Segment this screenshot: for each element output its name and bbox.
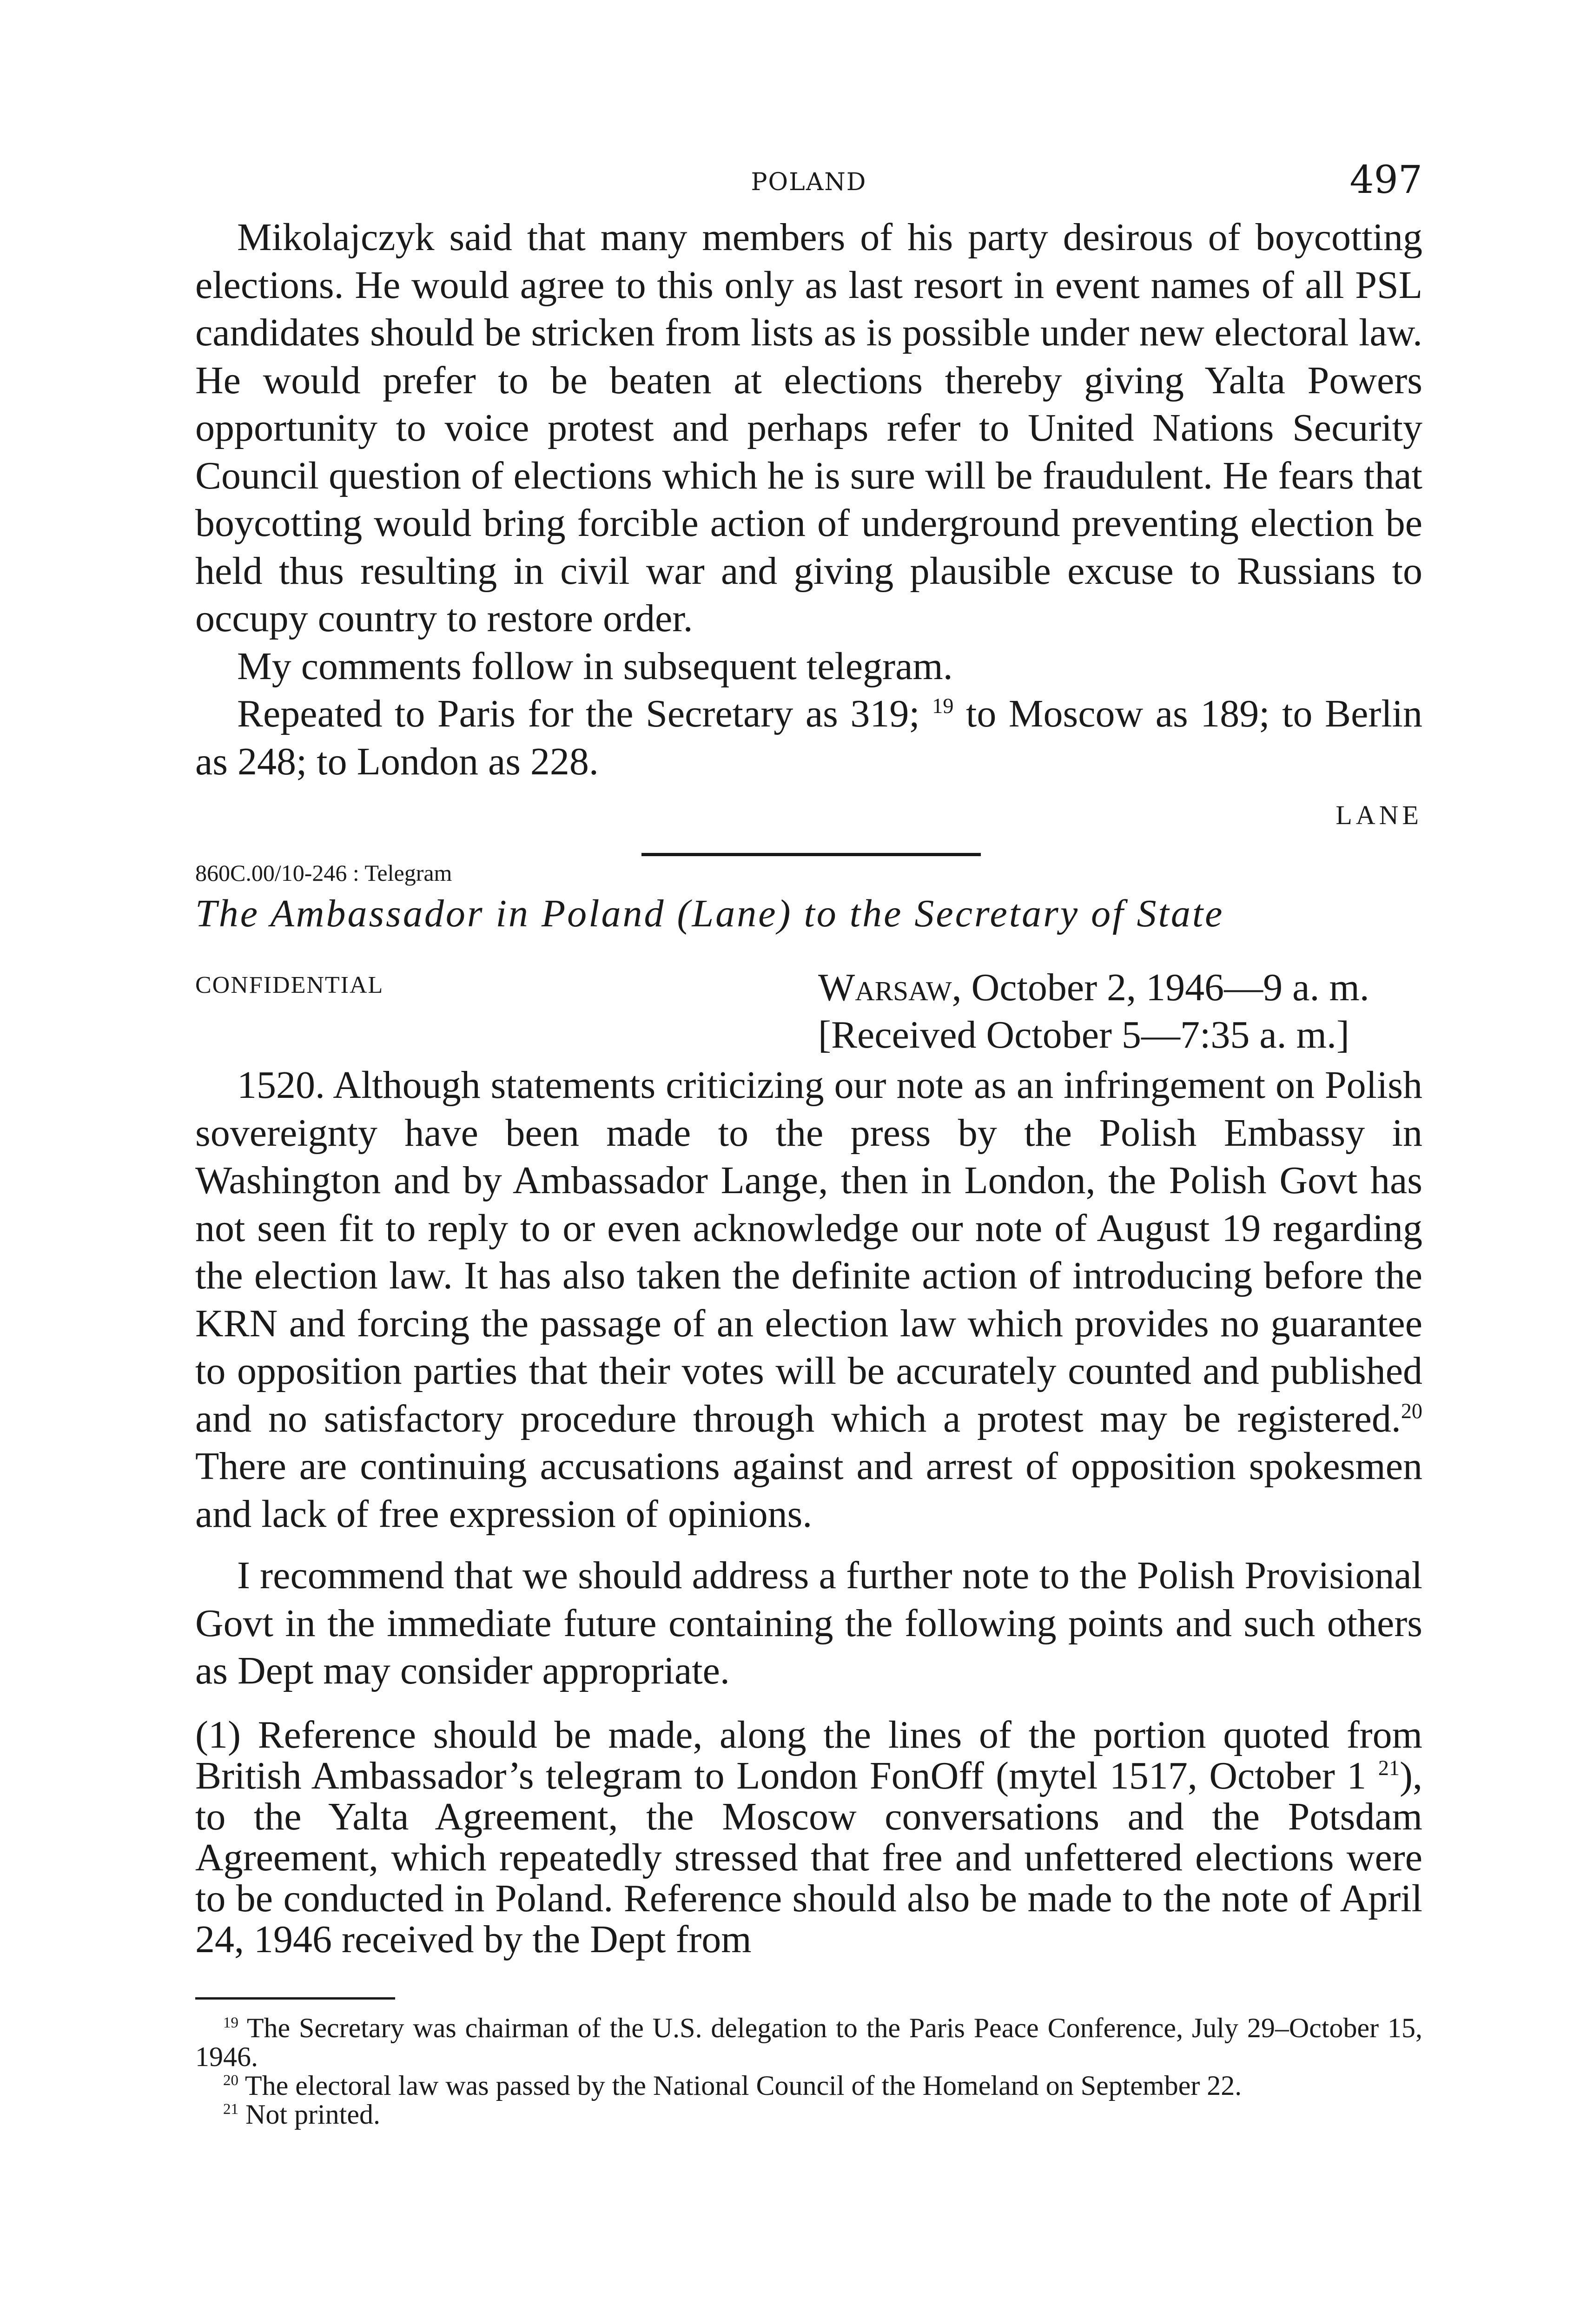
telegram-paragraph-2: I recommend that we should address a further note to the Polish Provisional Govt in the immediate future containing the following points and such others as Dept may consider appropriate. — [195, 1554, 1422, 1692]
footnote-number: 20 — [223, 2072, 238, 2089]
section-separator — [641, 853, 981, 856]
file-reference: 860C.00/10-246 : Telegram — [195, 860, 452, 886]
paragraph-1-after: There are continuing accusations against and arrest of opposition spokesmen and lack of free expression of opinions. — [195, 1445, 1422, 1536]
running-title: POLAND — [751, 168, 867, 196]
continuation-paragraph: Mikolajczyk said that many members of his party desirous of boycotting elections. He would agree to this only as last resort in event names of all PSL candidates should be stricken from lists as is possible under new electoral law. He would prefer to be beaten at elections thereby giving Yalta Powers opportunity to voice protest and perhaps refer to United Nations Security Council question of elections which he is sure will be fraudulent. He fears that boycotting would bring forcible action of underground preventing election be held thus resulting in civil war and giving plausible excuse to Russians to occupy country to restore order. — [195, 216, 1422, 640]
point-1-after: ), to the Yalta Agreement, the Moscow conversations and the Potsdam Agreement, which repeatedly stressed that free and unfettered elections were to be conducted in Poland. Reference should also be made to the note of April 24, 1946 received by the Dept from — [195, 1754, 1422, 1961]
document-title: The Ambassador in Poland (Lane) to the Secretary of State — [195, 892, 1224, 935]
telegram-paragraph-1 — [195, 1062, 1422, 1538]
paragraph-1-before: 1520. Although statements criticizing our note as an infringement on Polish sovereignty have been made to the press by the Polish Embassy in Washington and by Ambassador Lange, then in London, the Polish Govt has not seen fit to reply to or even acknowledge our note of August 19 regarding the election law. It has also taken the definite action of introducing before the KRN and forcing the passage of an election law which provides no guarantee to opposition parties that their votes will be accurately counted and published and no satisfactory procedure through which a protest may be registered. — [195, 1063, 1422, 1440]
footnote-ref-21: 21 — [1378, 1756, 1400, 1780]
footnote-number: 21 — [223, 2100, 238, 2118]
footnote-20 — [195, 2071, 1422, 2100]
footnote-text: Not printed. — [245, 2099, 380, 2130]
numbered-point-1 — [195, 1715, 1422, 1960]
signature: LANE — [1335, 800, 1422, 830]
spacer — [195, 1695, 1422, 1715]
footnote-number: 19 — [223, 2014, 238, 2031]
date-line — [818, 964, 1369, 1011]
spacer — [195, 1538, 1422, 1552]
footnote-21 — [195, 2100, 1422, 2129]
classification: CONFIDENTIAL — [195, 972, 384, 998]
document-page — [195, 158, 1422, 2129]
running-head — [195, 158, 1422, 214]
received-line: [Received October 5—7:35 a. m.] — [818, 1013, 1349, 1056]
dateline — [818, 964, 1369, 1059]
comments-paragraph: My comments follow in subsequent telegram. — [237, 644, 953, 688]
date-text: , October 2, 1946—9 a. m. — [952, 966, 1369, 1009]
page-number: 497 — [1349, 158, 1422, 202]
footnote-text: The Secretary was chairman of the U.S. delegation to the Paris Peace Conference, July 29–October 15, 1946. — [195, 2012, 1422, 2072]
point-1-before: (1) Reference should be made, along the lines of the portion quoted from British Ambassador’s telegram to London FonOff (mytel 1517, October 1 — [195, 1713, 1422, 1797]
classification-block — [195, 964, 1422, 1062]
repeated-text-before: Repeated to Paris for the Secretary as 319; — [237, 692, 920, 735]
footnote-ref-20: 20 — [1401, 1399, 1422, 1423]
place-name: Warsaw — [818, 966, 952, 1009]
footnote-19 — [195, 2014, 1422, 2071]
document-header — [195, 840, 1422, 891]
footnote-ref-19: 19 — [932, 694, 954, 718]
footnote-text: The electoral law was passed by the National Council of the Homeland on September 22. — [245, 2070, 1242, 2101]
repeated-text-after: to Moscow as 189; to Berlin as 248; to London as 228. — [195, 692, 1422, 783]
footnote-rule — [195, 1997, 395, 2000]
repeated-paragraph — [195, 690, 1422, 786]
